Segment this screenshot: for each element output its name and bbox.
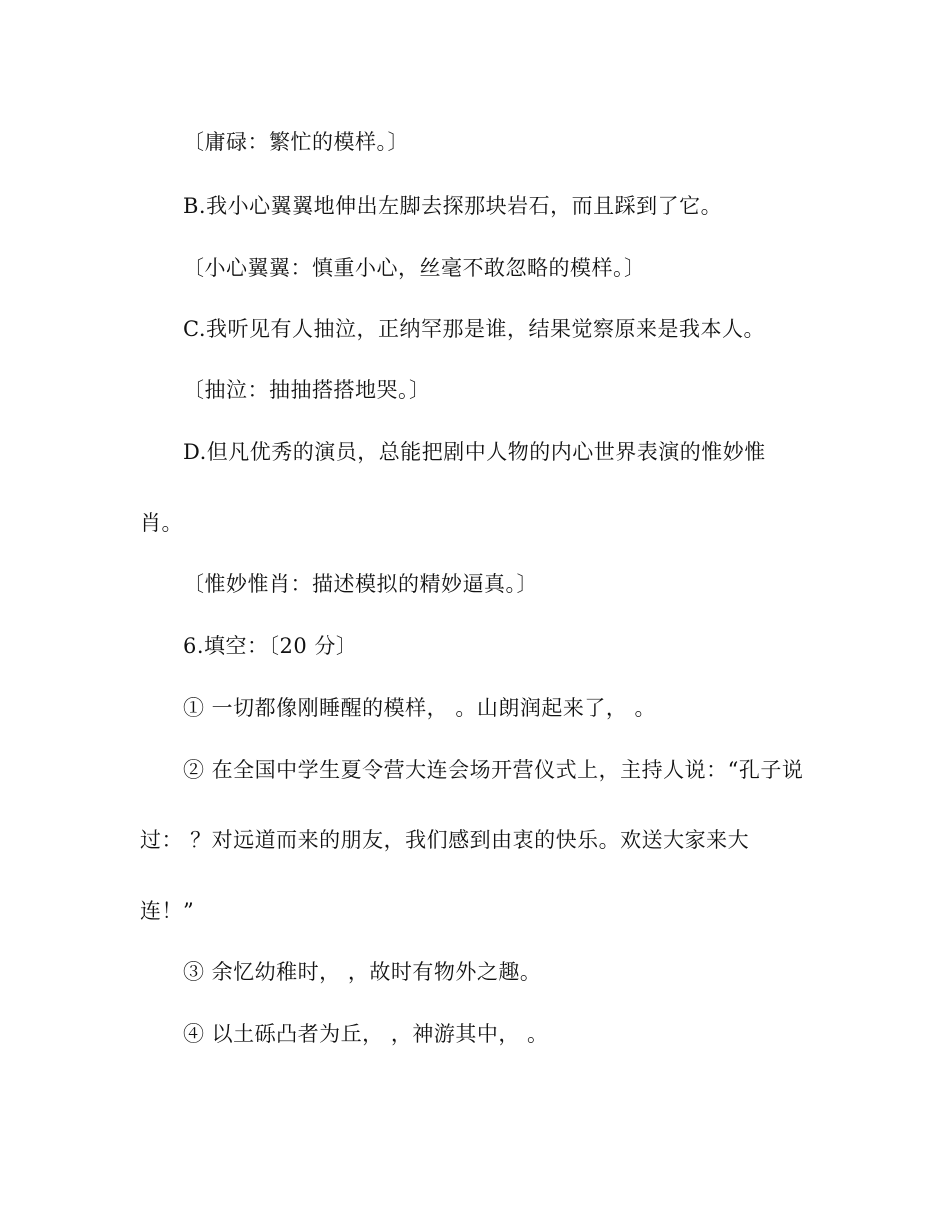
option-d-continued: 肖。 <box>140 511 183 535</box>
option-c: C.我听见有人抽泣，正纳罕那是谁，结果觉察原来是我本人。 <box>183 317 765 341</box>
option-b: B.我小心翼翼地伸出左脚去探那块岩石，而且踩到了它。 <box>183 194 723 218</box>
fill-item-2: ② 在全国中学生夏令营大连会场开营仪式上，主持人说：“孔子说 <box>183 758 804 782</box>
gloss-xiaoxinyiyi: 〔小心翼翼：慎重小心，丝毫不敢忽略的模样。〕 <box>183 256 646 280</box>
fill-item-2-continued: 过： ？对远道而来的朋友，我们感到由衷的快乐。欢送大家来大 <box>140 828 750 852</box>
question-6-heading: 6.填空：〔20 分〕 <box>183 634 358 658</box>
gloss-yonglu: 〔庸碌：繁忙的模样。〕 <box>183 130 409 154</box>
fill-item-4: ④ 以土砾凸者为丘， ，神游其中， 。 <box>183 1022 549 1046</box>
gloss-chouqi: 〔抽泣：抽抽搭搭地哭。〕 <box>183 378 431 402</box>
fill-item-3: ③ 余忆幼稚时， ，故时有物外之趣。 <box>183 960 542 984</box>
option-d: D.但凡优秀的演员，总能把剧中人物的内心世界表演的惟妙惟 <box>183 440 766 464</box>
fill-item-1: ① 一切都像刚睡醒的模样， 。山朗润起来了， 。 <box>183 696 657 720</box>
gloss-weimiaoweixiao: 〔惟妙惟肖：描述模拟的精妙逼真。〕 <box>183 572 538 596</box>
fill-item-2-end: 连！” <box>140 899 195 923</box>
